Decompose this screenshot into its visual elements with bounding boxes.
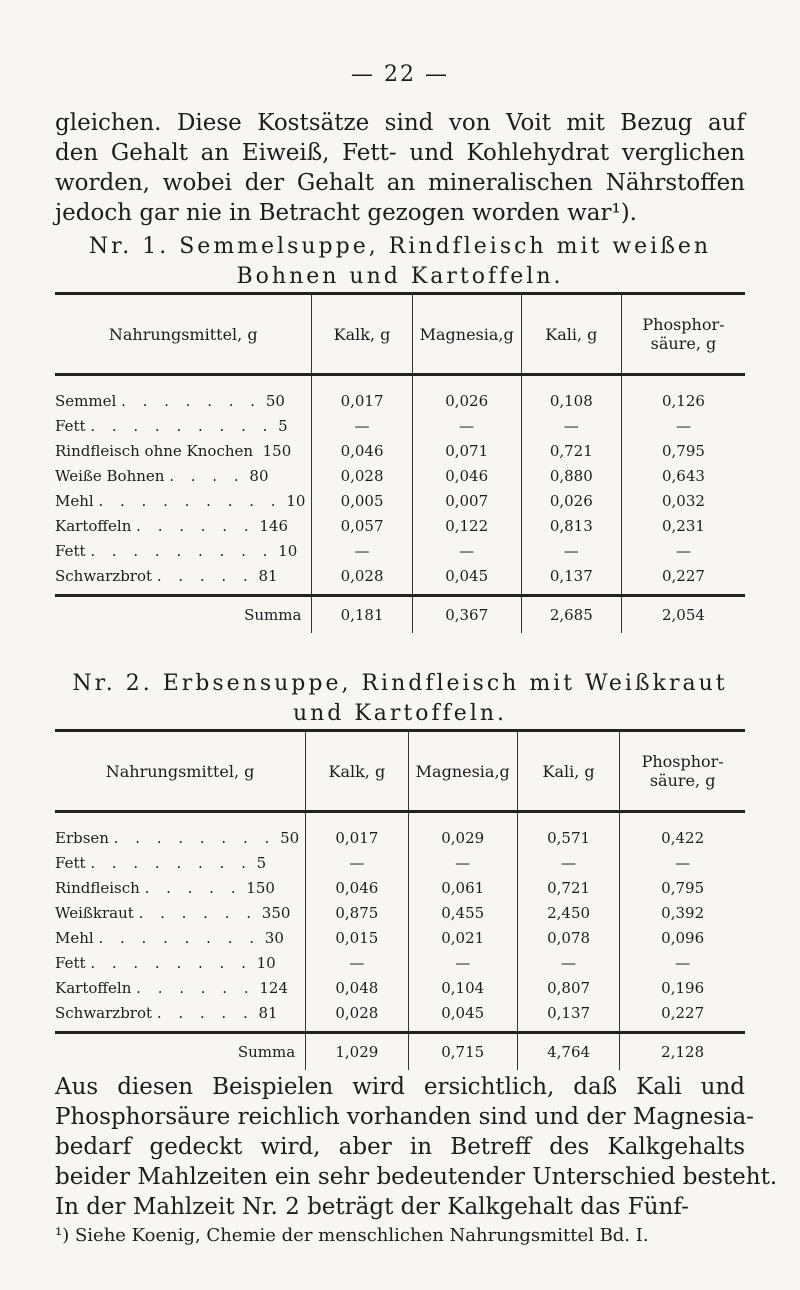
table-row (55, 850, 745, 875)
table-row (55, 513, 745, 538)
food-amount: 5 (278, 416, 288, 435)
leader-dots: . . . . . . . . (98, 928, 261, 947)
food-amount: 30 (264, 928, 284, 947)
food-name: Schwarzbrot (55, 1003, 153, 1022)
magnesia-cell: 0,029 (408, 812, 517, 851)
kali-cell: 0,026 (521, 488, 621, 513)
kalk-cell: — (306, 850, 408, 875)
food-amount: 124 (259, 978, 289, 997)
meal2-heading-line1: Nr. 2. Erbsensuppe, Rindfleisch mit Weißkraut (72, 671, 728, 696)
table-row (55, 875, 745, 900)
leader-dots: . . . . . (156, 566, 254, 585)
food-name: Schwarzbrot (55, 566, 153, 585)
food-name: Fett (55, 541, 86, 560)
conclusion-line: In der Mahlzeit Nr. 2 beträgt der Kalkgehalt das Fünf- (55, 1194, 689, 1220)
food-cell (55, 925, 306, 950)
conclusion-line: Aus diesen Beispielen wird ersichtlich, daß Kali und (55, 1074, 745, 1100)
phosphor-cell: — (620, 950, 745, 975)
column-header: Kalk, g (312, 294, 412, 375)
conclusion-paragraph (55, 1072, 778, 1222)
table-row (55, 413, 745, 438)
phosphor-cell: 0,126 (621, 375, 745, 414)
food-cell (55, 438, 312, 463)
leader-dots: . . . . . . . . (90, 853, 252, 872)
magnesia-cell: 0,061 (408, 875, 517, 900)
food-name: Fett (55, 853, 86, 872)
kalk-cell: 0,017 (312, 375, 412, 414)
kalk-cell: 0,028 (312, 563, 412, 596)
magnesia-cell: 0,071 (412, 438, 521, 463)
meal1-heading-line1: Nr. 1. Semmelsuppe, Rindfleisch mit weißen (88, 234, 712, 259)
phosphor-cell: 0,422 (620, 812, 745, 851)
food-amount: 10 (278, 541, 298, 560)
summa-kalk: 0,181 (312, 596, 412, 634)
kalk-cell: 0,015 (306, 925, 408, 950)
food-amount: 350 (261, 903, 291, 922)
food-cell (55, 375, 312, 414)
food-cell (55, 538, 312, 563)
summa-label: Summa (55, 1033, 306, 1071)
food-cell (55, 1000, 306, 1033)
conclusion-line: bedarf gedeckt wird, aber in Betreff des Kalkgehalts (55, 1134, 745, 1160)
phosphor-cell: 0,392 (620, 900, 745, 925)
table-row (55, 563, 745, 596)
phosphor-cell: 0,643 (621, 463, 745, 488)
food-amount: 50 (280, 828, 300, 847)
food-name: Kartoffeln (55, 516, 132, 535)
food-name: Semmel (55, 391, 117, 410)
leader-dots: . . . . . . . . . (90, 416, 274, 435)
leader-dots: . . . . . . (136, 516, 255, 535)
kali-cell: 0,078 (517, 925, 619, 950)
summa-kali: 4,764 (517, 1033, 619, 1071)
magnesia-cell: 0,104 (408, 975, 517, 1000)
table-row (55, 925, 745, 950)
intro-line: worden, wobei der Gehalt an mineralischen Nährstoffen (55, 170, 745, 196)
column-header: Magnesia,g (408, 731, 517, 812)
kalk-cell: 0,028 (306, 1000, 408, 1033)
leader-dots: . . . . . . (136, 978, 255, 997)
food-name: Weiße Bohnen (55, 466, 165, 485)
magnesia-cell: — (412, 413, 521, 438)
kali-cell: — (521, 538, 621, 563)
kali-cell: 2,450 (517, 900, 619, 925)
leader-dots: . . . . . . . (121, 391, 262, 410)
food-name: Erbsen (55, 828, 109, 847)
food-cell (55, 413, 312, 438)
summa-label: Summa (55, 596, 312, 634)
kalk-cell: — (306, 950, 408, 975)
food-name: Mehl (55, 491, 94, 510)
food-cell (55, 950, 306, 975)
intro-line: jedoch gar nie in Betracht gezogen worden war¹). (55, 200, 637, 226)
kali-cell: 0,721 (517, 875, 619, 900)
summa-magnesia: 0,715 (408, 1033, 517, 1071)
table-row (55, 488, 745, 513)
food-amount: 150 (262, 441, 292, 460)
table-row (55, 438, 745, 463)
table-row (55, 950, 745, 975)
intro-line: den Gehalt an Eiweiß, Fett- und Kohlehydrat verglichen (55, 140, 745, 166)
leader-dots: . . . . . . (138, 903, 258, 922)
kali-cell: 0,880 (521, 463, 621, 488)
kali-cell: 0,137 (517, 1000, 619, 1033)
food-cell (55, 975, 306, 1000)
food-amount: 5 (256, 853, 267, 872)
food-name: Fett (55, 416, 86, 435)
food-name: Rindfleisch ohne Knochen (55, 441, 254, 460)
footnote: ¹) Siehe Koenig, Chemie der menschlichen Nahrungsmittel Bd. I. (55, 1225, 649, 1246)
summa-phosphor: 2,054 (621, 596, 745, 634)
magnesia-cell: — (412, 538, 521, 563)
phosphor-cell: 0,227 (621, 563, 745, 596)
food-cell (55, 900, 306, 925)
conclusion-line: beider Mahlzeiten ein sehr bedeutender Unterschied besteht. (55, 1164, 778, 1190)
summa-row (55, 1033, 745, 1071)
leader-dots: . . . . . (156, 1003, 254, 1022)
leader-dots: . . . . . . . . (90, 953, 252, 972)
summa-magnesia: 0,367 (412, 596, 521, 634)
food-name: Rindfleisch (55, 878, 140, 897)
food-amount: 80 (249, 466, 269, 485)
table-row (55, 375, 745, 414)
phosphor-cell: 0,196 (620, 975, 745, 1000)
meal1-heading (55, 232, 745, 292)
column-header: Nahrungsmittel, g (55, 731, 306, 812)
kali-cell: 0,108 (521, 375, 621, 414)
phosphor-cell: 0,032 (621, 488, 745, 513)
kali-cell: — (521, 413, 621, 438)
food-amount: 50 (265, 391, 285, 410)
magnesia-cell: 0,026 (412, 375, 521, 414)
conclusion-line: Phosphorsäure reichlich vorhanden sind und der Magnesia- (55, 1104, 754, 1130)
food-name: Fett (55, 953, 86, 972)
phosphor-cell: — (621, 538, 745, 563)
summa-kali: 2,685 (521, 596, 621, 634)
kalk-cell: — (312, 413, 412, 438)
phosphor-cell: 0,795 (620, 875, 745, 900)
column-header: Kalk, g (306, 731, 408, 812)
column-header: Phosphor-säure, g (621, 294, 745, 375)
phosphor-cell: — (620, 850, 745, 875)
food-cell (55, 513, 312, 538)
magnesia-cell: 0,007 (412, 488, 521, 513)
table-row (55, 975, 745, 1000)
food-name: Mehl (55, 928, 94, 947)
kali-cell: — (517, 850, 619, 875)
food-cell (55, 850, 306, 875)
kalk-cell: 0,046 (306, 875, 408, 900)
table-row (55, 900, 745, 925)
food-amount: 81 (258, 566, 278, 585)
magnesia-cell: 0,021 (408, 925, 517, 950)
kalk-cell: 0,048 (306, 975, 408, 1000)
kali-cell: 0,807 (517, 975, 619, 1000)
kalk-cell: 0,875 (306, 900, 408, 925)
table-row (55, 538, 745, 563)
meal2-heading (55, 669, 745, 729)
food-amount: 150 (246, 878, 275, 897)
meal1-heading-line2: Bohnen und Kartoffeln. (236, 264, 564, 289)
column-header: Magnesia,g (412, 294, 521, 375)
magnesia-cell: 0,046 (412, 463, 521, 488)
kali-cell: 0,813 (521, 513, 621, 538)
column-header: Phosphor-säure, g (620, 731, 745, 812)
kalk-cell: 0,005 (312, 488, 412, 513)
phosphor-cell: — (621, 413, 745, 438)
meal2-heading-line2: und Kartoffeln. (292, 701, 508, 726)
column-header: Kali, g (517, 731, 619, 812)
leader-dots: . . . . (169, 466, 245, 485)
magnesia-cell: 0,122 (412, 513, 521, 538)
food-cell (55, 875, 306, 900)
magnesia-cell: — (408, 950, 517, 975)
phosphor-cell: 0,096 (620, 925, 745, 950)
table-row (55, 812, 745, 851)
leader-dots: . . . . . (144, 878, 242, 897)
food-cell (55, 563, 312, 596)
intro-paragraph (55, 108, 745, 228)
food-amount: 146 (259, 516, 289, 535)
kalk-cell: 0,057 (312, 513, 412, 538)
table-row (55, 463, 745, 488)
food-cell (55, 463, 312, 488)
phosphor-cell: 0,795 (621, 438, 745, 463)
intro-line: gleichen. Diese Kostsätze sind von Voit mit Bezug auf (55, 110, 745, 136)
food-amount: 10 (286, 491, 306, 510)
kalk-cell: 0,017 (306, 812, 408, 851)
phosphor-cell: 0,231 (621, 513, 745, 538)
kalk-cell: 0,046 (312, 438, 412, 463)
column-header: Nahrungsmittel, g (55, 294, 312, 375)
leader-dots: . . . . . . . . . (90, 541, 274, 560)
leader-dots: . . . . . . . . (113, 828, 276, 847)
page-number: — 22 — (351, 62, 449, 87)
kalk-cell: 0,028 (312, 463, 412, 488)
meal1-table (55, 292, 745, 633)
summa-row (55, 596, 745, 634)
food-amount: 81 (258, 1003, 278, 1022)
kali-cell: 0,571 (517, 812, 619, 851)
table-row (55, 1000, 745, 1033)
kali-cell: — (517, 950, 619, 975)
phosphor-cell: 0,227 (620, 1000, 745, 1033)
kali-cell: 0,137 (521, 563, 621, 596)
meal2-table (55, 729, 745, 1070)
kalk-cell: — (312, 538, 412, 563)
magnesia-cell: 0,455 (408, 900, 517, 925)
food-cell (55, 488, 312, 513)
leader-dots: . . . . . . . . . (98, 491, 282, 510)
food-cell (55, 812, 306, 851)
food-name: Weißkraut (55, 903, 134, 922)
summa-phosphor: 2,128 (620, 1033, 745, 1071)
kali-cell: 0,721 (521, 438, 621, 463)
magnesia-cell: 0,045 (412, 563, 521, 596)
food-name: Kartoffeln (55, 978, 132, 997)
magnesia-cell: — (408, 850, 517, 875)
summa-kalk: 1,029 (306, 1033, 408, 1071)
column-header: Kali, g (521, 294, 621, 375)
food-amount: 10 (256, 953, 276, 972)
magnesia-cell: 0,045 (408, 1000, 517, 1033)
